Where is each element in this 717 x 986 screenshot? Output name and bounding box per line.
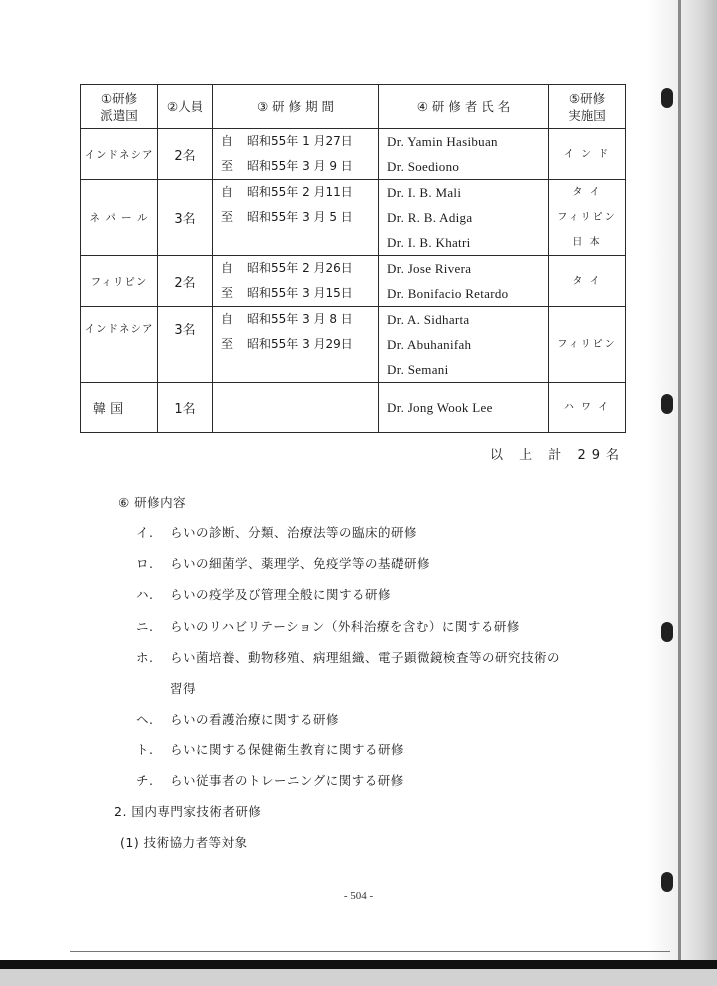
section6-heading: ⑥ 研修内容 [118,495,187,510]
item-text: らい菌培養、動物移殖、病理組織、電子顕微鏡検査等の研究技術の [170,650,561,665]
item-marker: ニ. [136,619,154,634]
item-marker: ホ. [136,650,154,665]
trainee-name: Dr. I. B. Mali [387,185,462,200]
header-period: ③ 研 修 期 間 [213,85,379,129]
trainees-cell [379,256,549,307]
total-count: 以 上 計 29名 [490,448,625,463]
item-text: らいの看護治療に関する研修 [170,712,340,727]
trainee-name: Dr. I. B. Khatri [387,235,471,250]
host-cell [549,129,626,180]
list-item [136,740,404,758]
host-cell [549,307,626,383]
item-text: らいに関する保健衛生教育に関する研修 [170,742,405,757]
list-item [136,523,417,541]
period-cell [213,256,379,307]
period-start: 自 昭和55年 2 月11日 [221,185,353,199]
header-country [81,85,158,129]
list-item [136,617,520,635]
country-cell: インドネシア [81,129,158,180]
country-cell: インドネシア [81,307,158,383]
item-marker: イ. [136,525,154,540]
page-edge-shadow [647,0,717,986]
host-cell [549,383,626,433]
table-row [81,256,626,307]
host-country: イ ン ド [563,148,611,160]
item-marker: ロ. [136,556,154,571]
item-marker: ト. [136,742,154,757]
trainee-name: Dr. Abuhanifah [387,337,472,352]
list-item-continuation: 習得 [170,681,197,696]
item-text: らいの診断、分類、治療法等の臨床的研修 [170,525,418,540]
table-row [81,307,626,383]
period-start: 自 昭和55年 2 月26日 [221,261,353,275]
trainees-cell [379,180,549,256]
period-start: 自 昭和55年 3 月 8 日 [221,312,353,326]
host-cell [549,180,626,256]
trainee-name: Dr. Yamin Hasibuan [387,134,498,149]
country-cell: ネ パ ー ル [81,180,158,256]
trainee-name: Dr. R. B. Adiga [387,210,473,225]
item-marker: ハ. [136,587,154,602]
header-people: ②人員 [158,85,213,129]
people-cell: 3名 [158,180,213,256]
trainee-name: Dr. A. Sidharta [387,312,470,327]
scan-margin [0,969,717,986]
binding-hole [661,622,673,642]
host-country: フィリピン [557,339,617,350]
item-text: らいの細菌学、薬理学、免疫学等の基礎研修 [170,556,431,571]
country-cell [81,383,158,433]
training-table [80,84,626,433]
host-country: タ イ [572,275,602,287]
header-host-line1: ⑤研修 [568,90,606,106]
table-row [81,383,626,433]
scan-border [0,960,717,969]
trainees-cell [379,307,549,383]
period-cell [213,383,379,433]
table-row [81,129,626,180]
table-header-row [81,85,626,129]
period-start: 自 昭和55年 1 月27日 [221,134,353,148]
host-country: 日 本 [572,237,602,248]
period-end: 至 昭和55年 3 月15日 [221,286,353,300]
trainees-cell [379,383,549,433]
binding-hole [661,394,673,414]
header-country-line1: ①研修 [100,90,138,106]
item-marker: ヘ. [136,712,154,727]
period-cell [213,129,379,180]
period-cell [213,307,379,383]
period-end: 至 昭和55年 3 月 5 日 [221,210,353,224]
period-end: 至 昭和55年 3 月 9 日 [221,159,353,173]
item-marker: チ. [136,773,154,788]
people-cell: 3名 [158,307,213,383]
list-item [136,710,339,728]
people-cell: 2名 [158,129,213,180]
host-country: ハ ワ イ [563,402,611,413]
period-cell [213,180,379,256]
period-end: 至 昭和55年 3 月29日 [221,337,353,351]
header-host [549,85,626,129]
item-text: らい従事者のトレーニングに関する研修 [170,773,404,788]
subsection-heading: (1) 技術協力者等対象 [120,835,248,850]
list-item [136,585,391,603]
trainees-cell [379,129,549,180]
bottom-rule [70,951,670,952]
people-cell: 2名 [158,256,213,307]
header-host-line2: 実施国 [568,107,606,123]
table-row [81,180,626,256]
list-item [136,554,430,572]
trainee-name: Dr. Bonifacio Retardo [387,286,509,301]
header-trainees: ④ 研 修 者 氏 名 [379,85,549,129]
header-country-line2: 派遣国 [100,107,138,123]
host-country: フィリピン [557,212,617,223]
trainee-name: Dr. Semani [387,362,449,377]
people-cell: 1名 [158,383,213,433]
trainee-name: Dr. Jose Rivera [387,261,472,276]
section2-heading: 2. 国内専門家技術者研修 [114,804,262,819]
host-country: タ イ [572,187,602,198]
country-cell: フィリピン [81,256,158,307]
binding-hole [661,872,673,892]
host-cell [549,256,626,307]
binding-hole [661,88,673,108]
list-item [136,771,404,789]
list-item [136,648,560,666]
item-text: らいの疫学及び管理全般に関する研修 [170,587,392,602]
country-text: 韓 国 [93,402,124,417]
trainee-name: Dr. Soediono [387,159,460,174]
trainee-name: Dr. Jong Wook Lee [387,400,493,415]
page-edge-line [678,0,681,986]
page-number: - 504 - [343,890,374,902]
item-text: らいのリハビリテーション（外科治療を含む）に関する研修 [170,619,520,634]
